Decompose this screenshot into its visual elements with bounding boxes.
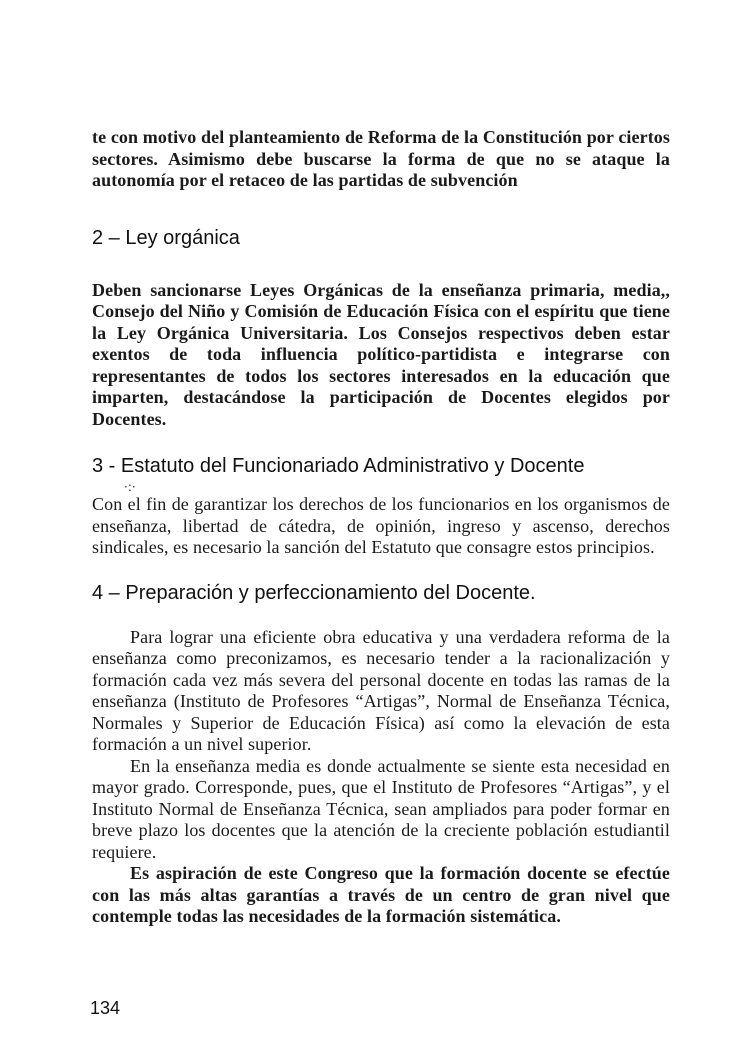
preparacion-paragraph-1: Para lograr una eficiente obra educativa y una verdadera reforma de la enseñanza como preconizamos, es necesario tender a la racionalización y formación cada vez más severa del personal docente en todas las ramas de la enseñanza (Instituto de Profesores “Artigas”, Normal de Enseñanza Técnica, Normales y Superior de Educación Física) así como la elevación de esta formación a un nivel superior.: [92, 626, 670, 754]
page-content: [92, 127, 670, 928]
preparacion-paragraph-3: Es aspiración de este Congreso que la formación docente se efectúe con las más altas garantías a través de un centro de gran nivel que contemple todas las necesidades de la formación sistemática.: [92, 863, 670, 926]
ley-organica-paragraph: Deben sancionarse Leyes Orgánicas de la enseñanza primaria, media,, Consejo del Niño y Comisión de Educación Física con el espíritu que tiene la Ley Orgánica Universitaria. Los Consejos respectivos deben estar exentos de toda influencia político-partidista e integrarse con representantes de todos los sectores interesados en la educación que imparten, destacándose la participación de Docentes elegidos por Docentes.: [92, 279, 670, 429]
section-heading-preparacion: 4 – Preparación y perfeccionamiento del Docente.: [92, 581, 536, 604]
section-heading-ley-organica: 2 – Ley orgánica: [92, 226, 240, 249]
estatuto-paragraph: Con el fin de garantizar los derechos de los funcionarios en los organismos de enseñanza, libertad de cátedra, de opinión, ingreso y ascenso, derechos sindicales, es necesario la sanción del Estatuto que consagre estos principios.: [92, 494, 670, 557]
preparacion-body: [92, 627, 670, 928]
intro-paragraph: te con motivo del planteamiento de Reforma de la Constitución por ciertos sectores. Asimismo debe buscarse la forma de que no se ataque la autonomía por el retaceo de las partidas de subvención: [92, 127, 670, 190]
section-heading-estatuto: 3 - Estatuto del Funcionariado Administrativo y Docente: [92, 455, 585, 477]
preparacion-paragraph-2: En la enseñanza media es donde actualmente se siente esta necesidad en mayor grado. Corresponde, pues, que el Instituto de Profesores “Artigas”, y el Instituto Normal de Enseñanza Técnica, sean ampliados para poder formar en breve plazo los docentes que la atención de la creciente población estudiantil requiere.: [92, 755, 670, 862]
ink-speck-mark: ·:·: [124, 480, 136, 494]
page-number: 134: [90, 998, 121, 1018]
